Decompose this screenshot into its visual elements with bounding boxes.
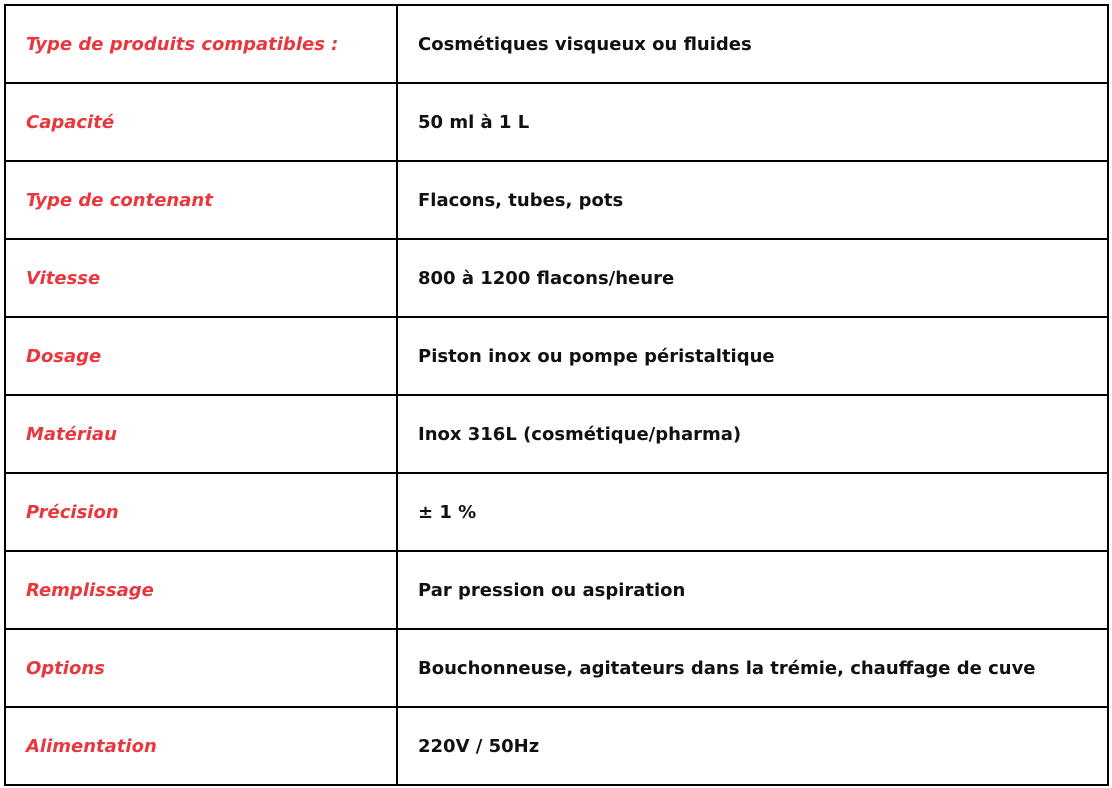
row-label-container-type: Type de contenant bbox=[5, 161, 397, 239]
table-row bbox=[5, 395, 1108, 473]
table-row bbox=[5, 239, 1108, 317]
table-row bbox=[5, 161, 1108, 239]
row-label-power-supply: Alimentation bbox=[5, 707, 397, 785]
table-row bbox=[5, 5, 1108, 83]
row-label-speed: Vitesse bbox=[5, 239, 397, 317]
table-row bbox=[5, 473, 1108, 551]
row-label-options: Options bbox=[5, 629, 397, 707]
table-row bbox=[5, 707, 1108, 785]
table-row bbox=[5, 629, 1108, 707]
row-label-filling: Remplissage bbox=[5, 551, 397, 629]
row-label-capacity: Capacité bbox=[5, 83, 397, 161]
table-row bbox=[5, 83, 1108, 161]
specifications-table bbox=[4, 4, 1109, 786]
row-value-material: Inox 316L (cosmétique/pharma) bbox=[397, 395, 1108, 473]
row-value-power-supply: 220V / 50Hz bbox=[397, 707, 1108, 785]
specifications-body bbox=[5, 5, 1108, 785]
row-value-container-type: Flacons, tubes, pots bbox=[397, 161, 1108, 239]
row-label-product-type: Type de produits compatibles : bbox=[5, 5, 397, 83]
row-value-product-type: Cosmétiques visqueux ou fluides bbox=[397, 5, 1108, 83]
row-label-dosing: Dosage bbox=[5, 317, 397, 395]
table-row bbox=[5, 317, 1108, 395]
row-value-capacity: 50 ml à 1 L bbox=[397, 83, 1108, 161]
table-row bbox=[5, 551, 1108, 629]
row-value-options: Bouchonneuse, agitateurs dans la trémie, chauffage de cuve bbox=[397, 629, 1108, 707]
row-value-speed: 800 à 1200 flacons/heure bbox=[397, 239, 1108, 317]
row-value-filling: Par pression ou aspiration bbox=[397, 551, 1108, 629]
row-label-material: Matériau bbox=[5, 395, 397, 473]
row-label-precision: Précision bbox=[5, 473, 397, 551]
row-value-dosing: Piston inox ou pompe péristaltique bbox=[397, 317, 1108, 395]
row-value-precision: ± 1 % bbox=[397, 473, 1108, 551]
